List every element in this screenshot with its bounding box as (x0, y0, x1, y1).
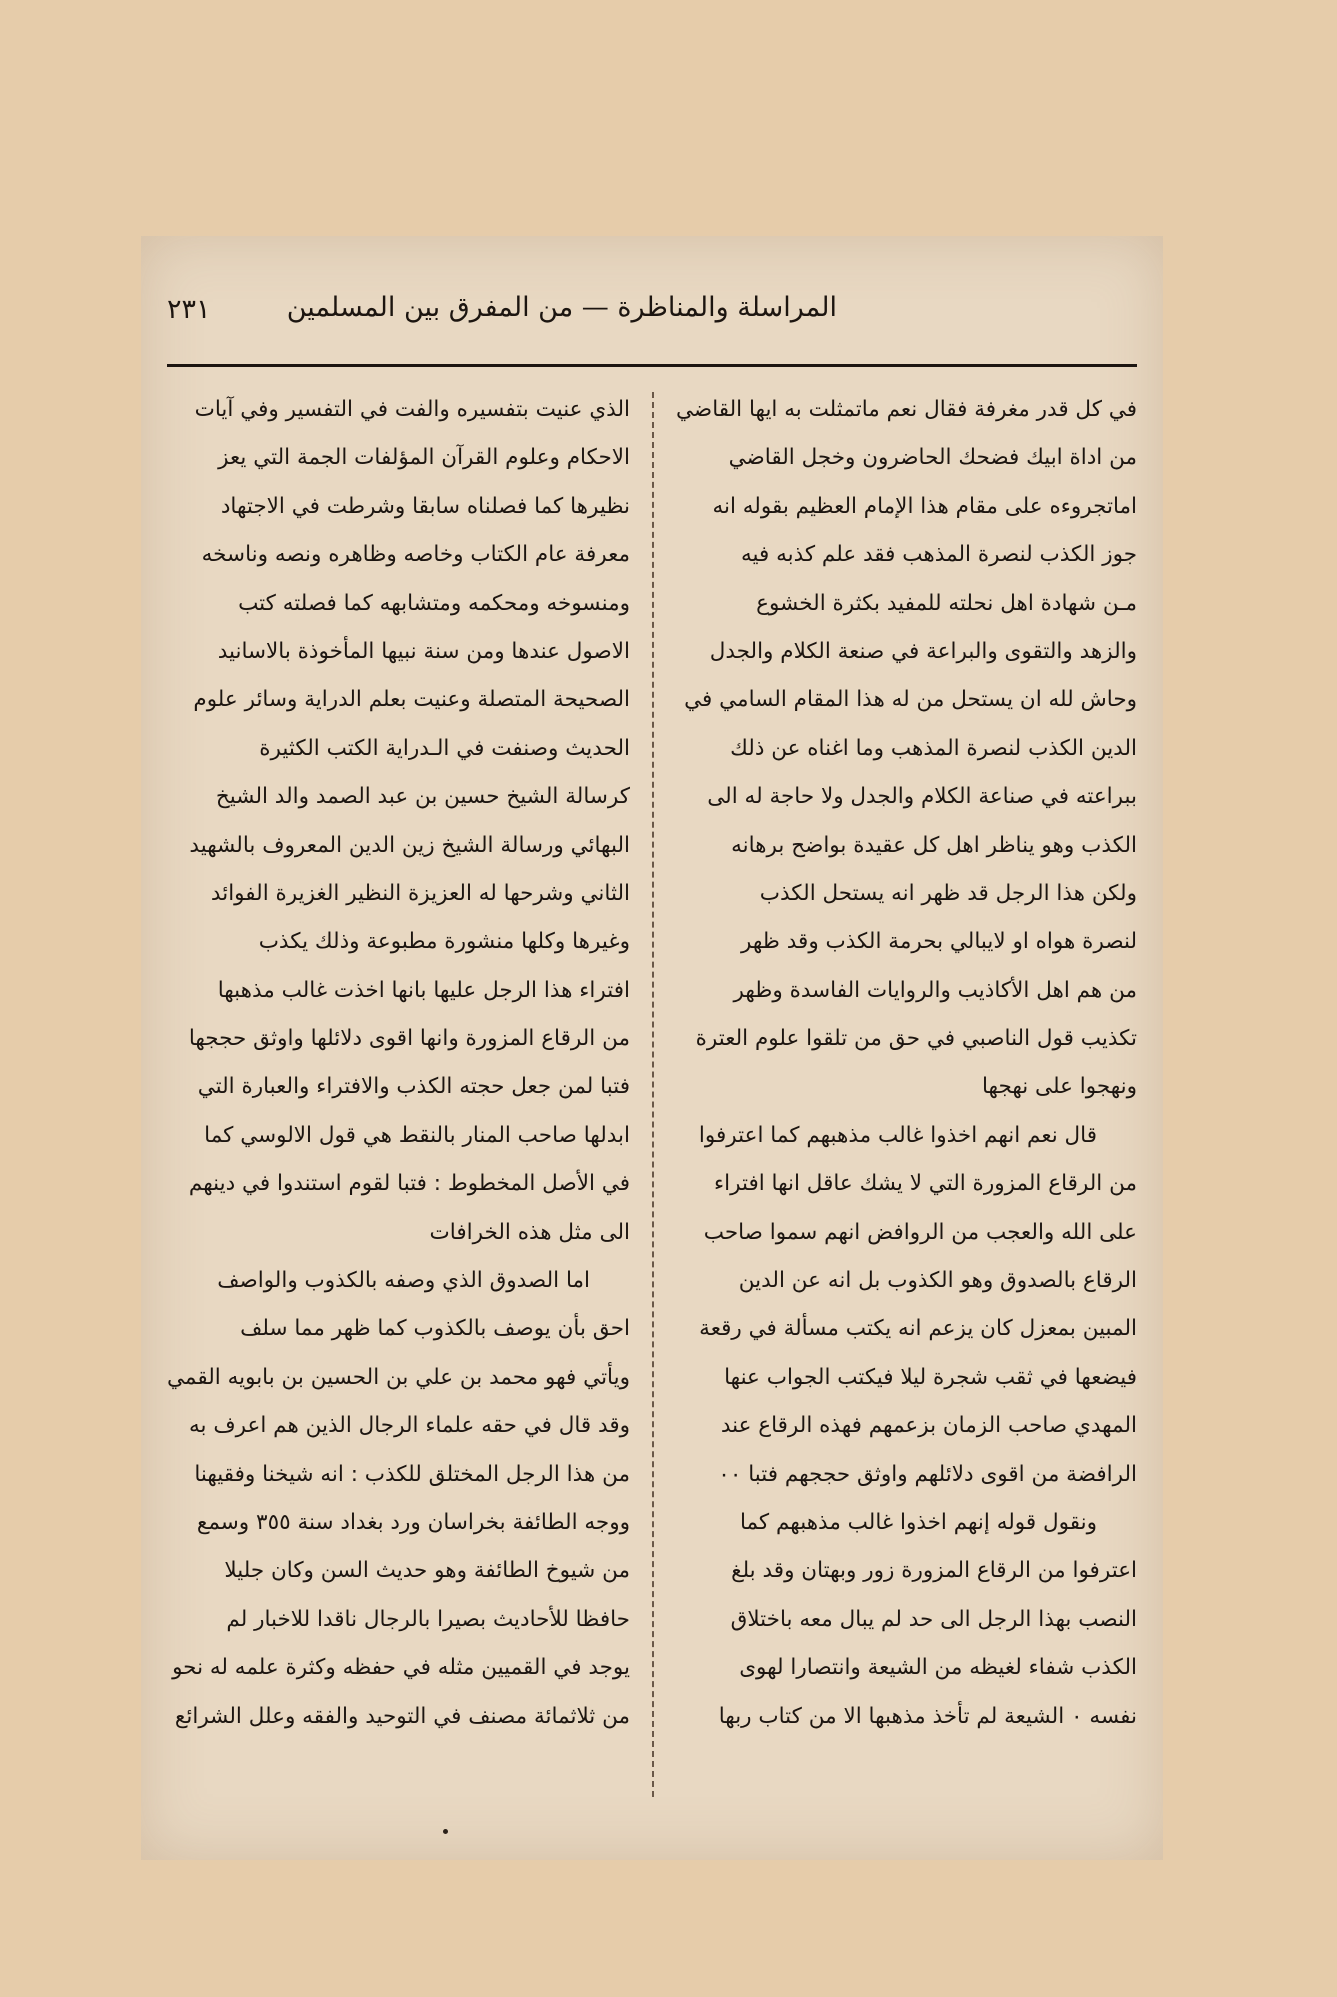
header-rule (167, 364, 1137, 367)
text-line: نفسه ٠ الشيعة لم تأخذ مذهبها الا من كتاب ربها (718, 1703, 1137, 1729)
page-header (167, 292, 1137, 344)
text-line: فتبا لمن جعل حجته الكذب والافتراء والعبارة التي (197, 1074, 630, 1100)
text-line: من ثلاثمائة مصنف في التوحيد والفقه وعلل الشرائع (174, 1703, 630, 1729)
text-line: نظيرها كما فصلناه سابقا وشرطت في الاجتهاد (220, 493, 630, 519)
text-columns (167, 386, 1137, 1840)
text-line: من هذا الرجل المختلق للكذب : انه شيخنا وفقيهنا (194, 1461, 630, 1487)
text-line: الاحكام وعلوم القرآن المؤلفات الجمة التي يعز (218, 445, 630, 471)
page-number: ٢٣١ (167, 294, 211, 325)
text-line: الذي عنيت بتفسيره والفت في التفسير وفي آيات (194, 397, 630, 422)
text-line: معرفة عام الكتاب وخاصه وظاهره ونصه وناسخه (201, 542, 630, 568)
text-line: في الأصل المخطوط : فتبا لقوم استندوا في دينهم (188, 1171, 630, 1197)
text-line: الى مثل هذه الخرافات (429, 1219, 630, 1245)
text-line: البهائي ورسالة الشيخ زين الدين المعروف بالشهيد (189, 832, 630, 858)
text-line: الكذب وهو يناظر اهل كل عقيدة بواضح برهانه (731, 832, 1137, 858)
text-line: اعترفوا من الرقاع المزورة زور وبهتان وقد بلغ (731, 1558, 1137, 1584)
text-line: اما الصدوق الذي وصفه بالكذوب والواصف (217, 1268, 590, 1294)
text-line: على الله والعجب من الروافض انهم سموا صاحب (703, 1219, 1137, 1245)
text-line: ونهجوا على نهجها (981, 1074, 1137, 1100)
text-line: الدين الكذب لنصرة المذهب وما اغناه عن ذلك (730, 735, 1137, 761)
text-line: وغيرها وكلها منشورة مطبوعة وذلك يكذب (258, 929, 630, 955)
text-line: والزهد والتقوى والبراعة في صنعة الكلام والجدل (709, 638, 1137, 664)
text-line: قال نعم انهم اخذوا غالب مذهبهم كما اعترفوا (698, 1122, 1097, 1148)
text-line: ولكن هذا الرجل قد ظهر انه يستحل الكذب (759, 880, 1137, 906)
text-line: مـن شهادة اهل نحلته للمفيد بكثرة الخشوع (756, 590, 1137, 616)
text-line: من الرقاع المزورة وانها اقوى دلائلها واوثق حججها (188, 1026, 630, 1052)
text-line: لنصرة هواه او لايبالي بحرمة الكذب وقد ظهر (741, 929, 1137, 955)
text-line: ببراعته في صناعة الكلام والجدل ولا حاجة له الى (707, 784, 1137, 810)
text-line: تكذيب قول الناصبي في حق من تلقوا علوم العترة (695, 1026, 1137, 1052)
text-line: المبين بمعزل كان يزعم انه يكتب مسألة في رقعة (699, 1316, 1137, 1342)
running-title: المراسلة والمناظرة — من المفرق بين المسلمين (286, 292, 837, 323)
text-line: من شيوخ الطائفة وهو حديث السن وكان جليلا (224, 1558, 630, 1584)
text-line: حافظا للأحاديث بصيرا بالرجال ناقدا للاخبار لم (226, 1606, 630, 1632)
text-line: المهدي صاحب الزمان بزعمهم فهذه الرقاع عند (720, 1413, 1137, 1439)
text-line: ووجه الطائفة بخراسان ورد بغداد سنة ٣٥٥ وسمع (196, 1509, 630, 1535)
left-column (167, 386, 630, 1840)
text-line: من هم اهل الأكاذيب والروايات الفاسدة وظهر (733, 977, 1137, 1003)
column-divider (652, 392, 654, 1797)
book-page (141, 236, 1163, 1860)
text-line: فيضعها في ثقب شجرة ليلا فيكتب الجواب عنها (724, 1364, 1137, 1390)
footer-dot (443, 1829, 448, 1834)
text-line: الحديث وصنفت في الـدراية الكتب الكثيرة (259, 735, 630, 761)
text-line: ومنسوخه ومحكمه ومتشابهه كما فصلته كتب (238, 590, 630, 616)
text-line: جوز الكذب لنصرة المذهب فقد علم كذبه فيه (740, 542, 1137, 568)
text-line: ابدلها صاحب المنار بالنقط هي قول الالوسي كما (204, 1122, 630, 1148)
text-line: وقد قال في حقه علماء الرجال الذين هم اعرف به (189, 1413, 630, 1439)
right-column (676, 386, 1137, 1840)
text-line: الصحيحة المتصلة وعنيت بعلم الدراية وسائر علوم (193, 687, 630, 713)
text-line: في كل قدر مغرفة فقال نعم ماتمثلت به ايها القاضي (676, 397, 1137, 422)
text-line: الرقاع بالصدوق وهو الكذوب بل انه عن الدين (738, 1268, 1137, 1294)
text-line: اماتجروءه على مقام هذا الإمام العظيم بقوله انه (712, 493, 1137, 519)
text-line: كرسالة الشيخ حسين بن عبد الصمد والد الشيخ (215, 784, 630, 810)
text-line: ونقول قوله إنهم اخذوا غالب مذهبهم كما (739, 1509, 1097, 1535)
text-line: الثاني وشرحها له العزيزة النظير الغزيرة الفوائد (210, 880, 630, 906)
text-line: افتراء هذا الرجل عليها بانها اخذت غالب مذهبها (217, 977, 630, 1003)
text-line: الكذب شفاء لغيظه من الشيعة وانتصارا لهوى (739, 1655, 1137, 1681)
text-line: الاصول عندها ومن سنة نبيها المأخوذة بالاسانيد (217, 638, 630, 664)
text-line: النصب بهذا الرجل الى حد لم يبال معه باختلاق (730, 1606, 1137, 1632)
text-line: ويأتي فهو محمد بن علي بن الحسين بن بابويه القمي (167, 1364, 630, 1390)
text-line: الرافضة من اقوى دلائلهم واوثق حججهم فتبا ٠٠ (718, 1461, 1137, 1487)
text-line: من اداة ابيك فضحك الحاضرون وخجل القاضي (728, 445, 1137, 471)
text-line: احق بأن يوصف بالكذوب كما ظهر مما سلف (240, 1316, 630, 1342)
text-line: يوجد في القميين مثله في حفظه وكثرة علمه له نحو (172, 1655, 630, 1681)
text-line: من الرقاع المزورة التي لا يشك عاقل انها افتراء (714, 1171, 1137, 1197)
text-line: وحاش لله ان يستحل من له هذا المقام السامي في (684, 687, 1137, 713)
